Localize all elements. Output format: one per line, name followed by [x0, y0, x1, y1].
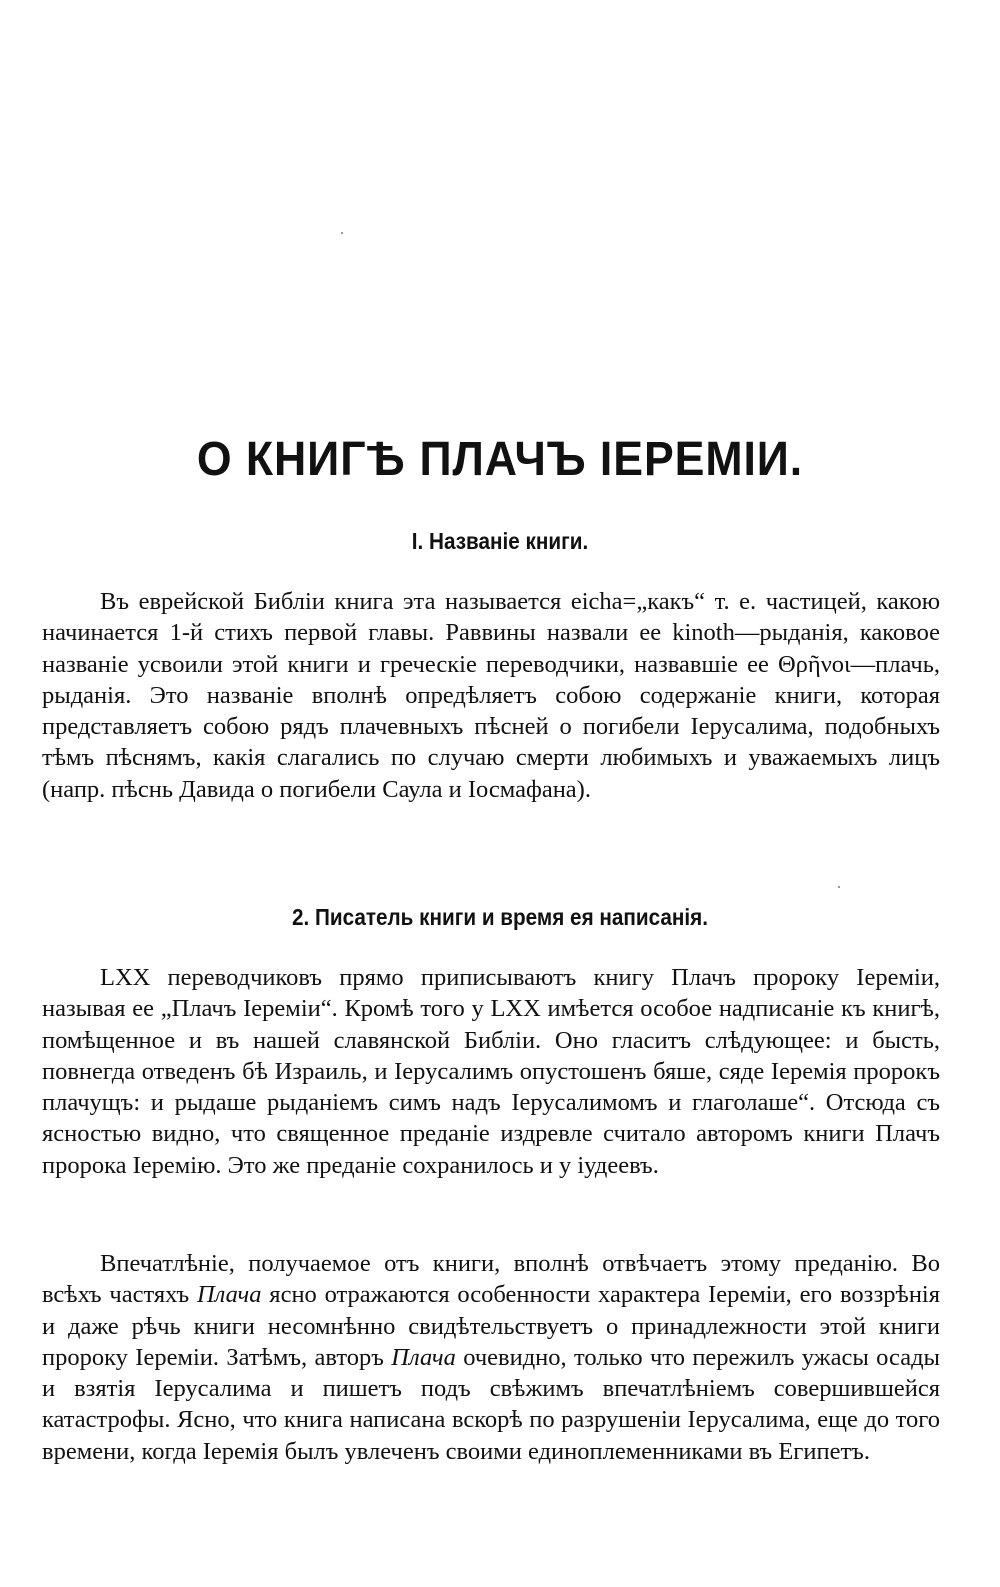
- print-speck: [838, 886, 840, 888]
- page-title: О КНИГѢ ПЛАЧЪ ІЕРЕМІИ.: [196, 433, 804, 486]
- paragraph-text: ясно отражаются особенности характера Іереміи, его воззрѣнія и даже рѣчь книги несомнѣнно свидѣтельствуетъ о принадлежности этой книги пророку Іереміи. Затѣмъ, авторъ: [42, 1281, 941, 1371]
- italic-book-name: Плача: [391, 1343, 456, 1371]
- print-speck: [341, 232, 343, 234]
- section-1-paragraph: Въ еврейской Библіи книга эта называется eicha=„какъ“ т. е. частицей, какою начинается 1-й стихъ первой главы. Раввины назвали ее kinoth—рыданія, каковое названіе усвоили этой книги и греческіе переводчики, назвавшіе ее Θρῆνοι—плачь, рыданія. Это названіе вполнѣ опредѣляетъ собою содержаніе книги, которая представляетъ собою рядъ плачевныхъ пѣсней о погибели Іерусалима, подобныхъ тѣмъ пѣснямъ, какія слагались по случаю смерти любимыхъ и уважаемыхъ лицъ (напр. пѣснь Давида о погибели Саула и Іосмафана).: [42, 588, 940, 803]
- paragraph-text: очевидно, только что пережилъ ужасы осады и взятія Іерусалима и пишетъ подъ свѣжимъ впечатлѣніемъ совершившейся катастрофы. Ясно, что книга написана вскорѣ по разрушеніи Іерусалима, еще до того времени, когда Іеремія былъ увлеченъ своими единоплеменниками въ Египетъ.: [42, 1343, 940, 1465]
- paragraph-text: Впечатлѣніе, получаемое отъ книги, вполнѣ отвѣчаетъ этому преданію. Во всѣхъ частяхъ: [42, 1250, 940, 1309]
- section-heading-title-of-book: I. Названіе книги.: [411, 528, 589, 554]
- section-2-paragraph-2: [42, 1248, 940, 1467]
- section-heading-author-and-date: 2. Писатель книги и время ея написанія.: [291, 904, 709, 930]
- italic-book-name: Плача: [196, 1281, 262, 1309]
- section-2-paragraph-1: LXX переводчиковъ прямо приписываютъ книгу Плачъ пророку Іереміи, называя ее „Плачъ Іереміи“. Кромѣ того у LXX имѣется особое надписаніе къ книгѣ, помѣщенное и въ нашей славянской Библіи. Оно гласитъ слѣдующее: и бысть, повнегда отведенъ бѣ Израиль, и Іерусалимъ опустошенъ бяше, сяде Іеремія пророкъ плачущъ: и рыдаше рыданіемъ симъ надъ Іерусалимомъ и глаголаше“. Отсюда съ ясностью видно, что священное преданіе издревле считало авторомъ книги Плачъ пророка Іеремію. Это же преданіе сохранилось и у іудеевъ.: [42, 964, 940, 1179]
